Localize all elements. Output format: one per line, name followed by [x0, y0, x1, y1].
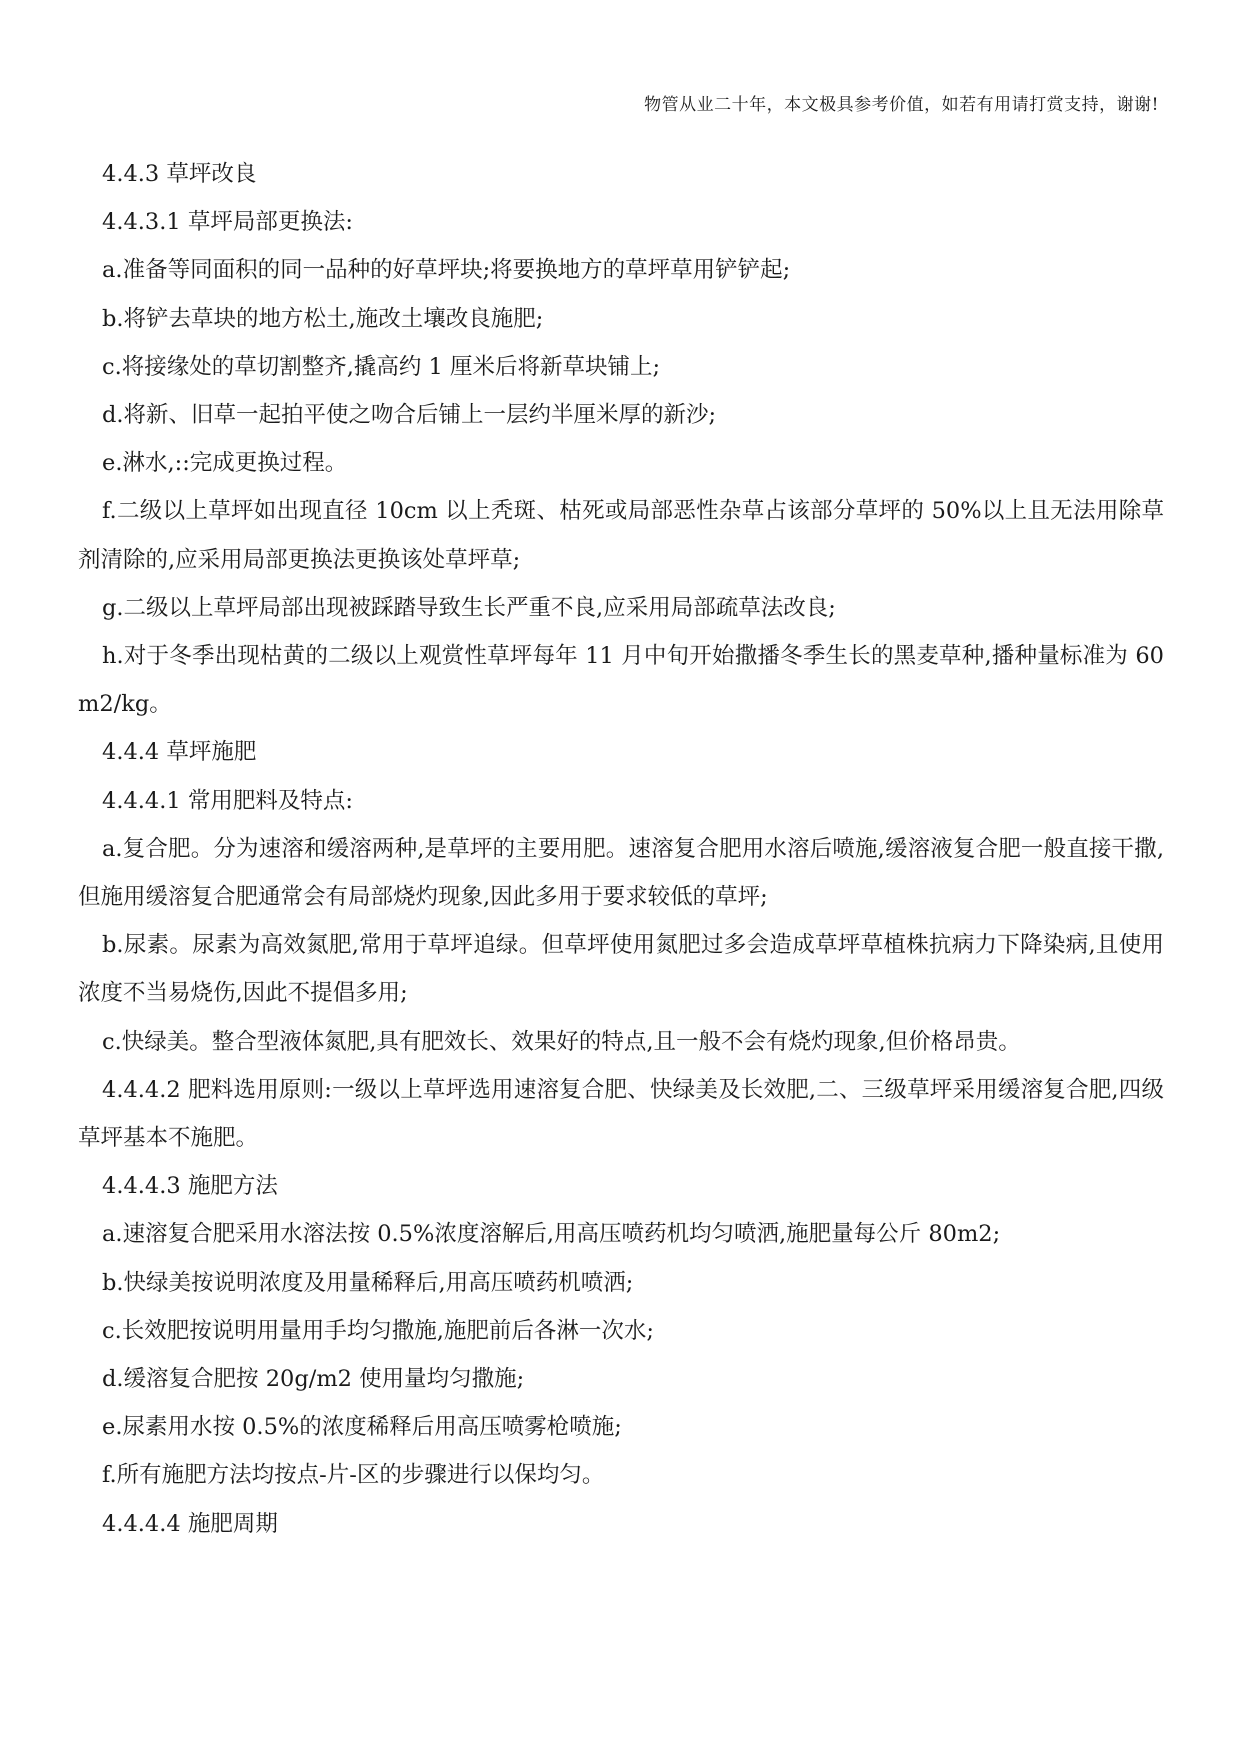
list-item: g.二级以上草坪局部出现被踩踏导致生长严重不良,应采用局部疏草法改良; [102, 594, 836, 621]
subsection-paragraph-4-4-4-2: 4.4.4.2 肥料选用原则:一级以上草坪选用速溶复合肥、快绿美及长效肥,二、三级草坪采用缓溶复合肥,四级草坪基本不施肥。 [78, 1076, 1164, 1152]
list-item: c.将接缘处的草切割整齐,撬高约 1 厘米后将新草块铺上; [102, 353, 661, 380]
list-item: b.将铲去草块的地方松土,施改土壤改良施肥; [102, 305, 544, 332]
list-item: c.长效肥按说明用量用手均匀撒施,施肥前后各淋一次水; [102, 1317, 654, 1344]
list-item: f.所有施肥方法均按点-片-区的步骤进行以保均匀。 [102, 1462, 605, 1489]
list-item: a.速溶复合肥采用水溶法按 0.5%浓度溶解后,用高压喷药机均匀喷洒,施肥量每公斤 80m2; [102, 1221, 1001, 1248]
list-item: d.将新、旧草一起拍平使之吻合后铺上一层约半厘米厚的新沙; [102, 402, 717, 429]
section-heading-4-4-3: 4.4.3 草坪改良 [102, 161, 257, 187]
list-item: c.快绿美。整合型液体氮肥,具有肥效长、效果好的特点,且一般不会有烧灼现象,但价格昂贵。 [102, 1028, 1021, 1055]
list-item: f.二级以上草坪如出现直径 10cm 以上秃斑、枯死或局部恶性杂草占该部分草坪的 50%以上且无法用除草剂清除的,应采用局部更换法更换该处草坪草; [78, 498, 1164, 573]
subsection-heading-4-4-3-1: 4.4.3.1 草坪局部更换法: [102, 209, 353, 236]
list-item: b.快绿美按说明浓度及用量稀释后,用高压喷药机喷洒; [102, 1269, 634, 1296]
section-heading-4-4-4: 4.4.4 草坪施肥 [102, 739, 257, 766]
list-item: e.淋水,::完成更换过程。 [102, 450, 348, 477]
list-item: h.对于冬季出现枯黄的二级以上观赏性草坪每年 11 月中旬开始撒播冬季生长的黑麦草种,播种量标准为 60m2/kg。 [78, 643, 1164, 718]
list-item: b.尿素。尿素为高效氮肥,常用于草坪追绿。但草坪使用氮肥过多会造成草坪草植株抗病力下降染病,且使用浓度不当易烧伤,因此不提倡多用; [78, 932, 1164, 1007]
document-body [78, 150, 1164, 1548]
subsection-heading-4-4-4-3: 4.4.4.3 施肥方法 [102, 1173, 278, 1200]
list-item: e.尿素用水按 0.5%的浓度稀释后用高压喷雾枪喷施; [102, 1414, 622, 1441]
header-note: 物管从业二十年，本文极具参考价值，如若有用请打赏支持，谢谢! [644, 95, 1159, 115]
subsection-heading-4-4-4-1: 4.4.4.1 常用肥料及特点: [102, 787, 353, 814]
list-item: a.复合肥。分为速溶和缓溶两种,是草坪的主要用肥。速溶复合肥用水溶后喷施,缓溶液复合肥一般直接干撒,但施用缓溶复合肥通常会有局部烧灼现象,因此多用于要求较低的草坪; [78, 835, 1164, 911]
subsection-heading-4-4-4-4: 4.4.4.4 施肥周期 [102, 1510, 278, 1537]
list-item: d.缓溶复合肥按 20g/m2 使用量均匀撒施; [102, 1366, 525, 1393]
list-item: a.准备等同面积的同一品种的好草坪块;将要换地方的草坪草用铲铲起; [102, 257, 791, 284]
